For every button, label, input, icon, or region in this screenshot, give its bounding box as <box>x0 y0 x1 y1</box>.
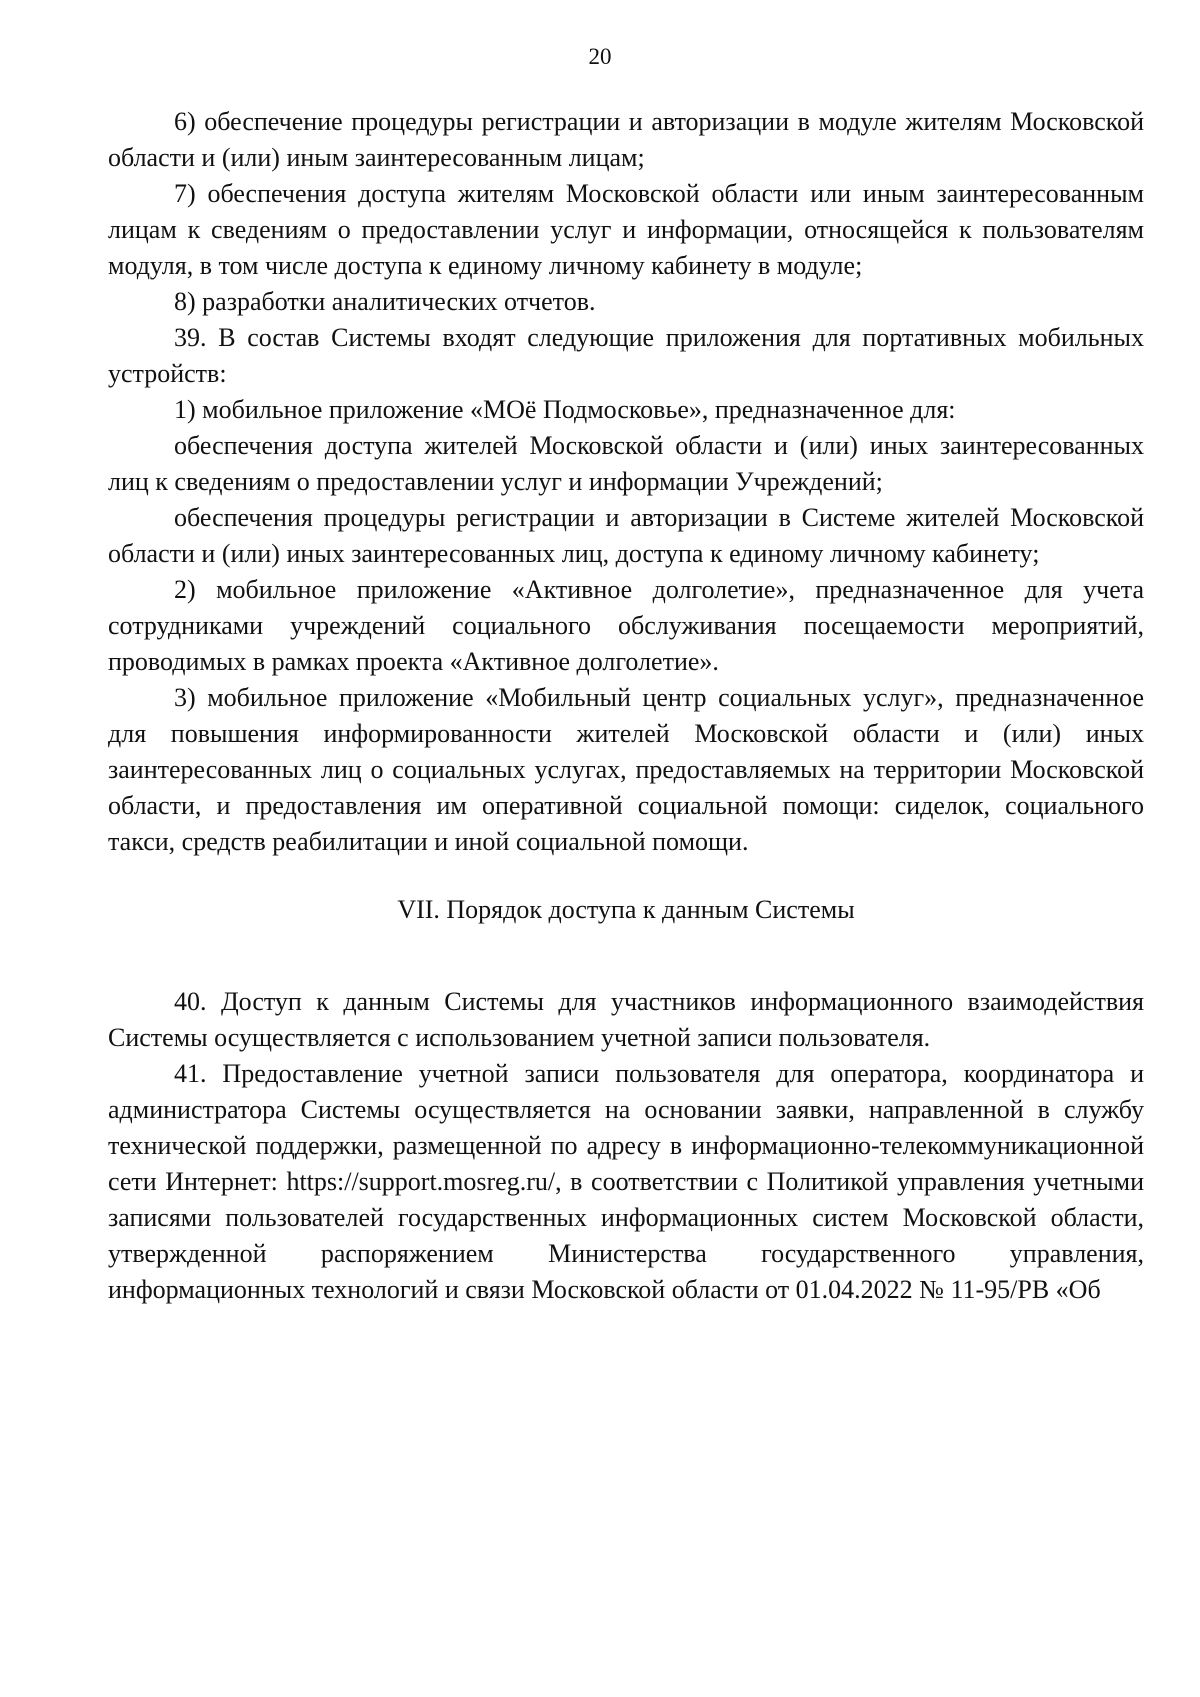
paragraph-8: 8) разработки аналитических отчетов. <box>174 287 596 316</box>
section-heading: VII. Порядок доступа к данным Системы <box>397 895 855 924</box>
paragraph-40: 40. Доступ к данным Системы для участников информационного взаимодействия Системы осуществляется с использованием учетной записи пользователя. <box>108 987 1144 1052</box>
paragraph-app-1-access: обеспечения доступа жителей Московской области и (или) иных заинтересованных лиц к сведениям о предоставлении услуг и информации Учреждений; <box>108 431 1144 496</box>
paragraph-app-3: 3) мобильное приложение «Мобильный центр социальных услуг», предназначенное для повышения информированности жителей Московской области и (или) иных заинтересованных лиц о социальных услугах, предоставляемых на территории Московской области, и предоставления им оперативной социальной помощи: сиделок, социального такси, средств реабилитации и иной социальной помощи. <box>108 683 1144 856</box>
document-body <box>108 104 1144 1308</box>
paragraph-41: 41. Предоставление учетной записи пользователя для оператора, координатора и администратора Системы осуществляется на основании заявки, направленной в службу технической поддержки, размещенной по адресу в информационно-телекоммуникационной сети Интернет: https://support.mosreg.ru/, в соответствии с Политикой управления учетными записями пользователей государственных информационных систем Московской области, утвержденной распоряжением Министерства государственного управления, информационных технологий и связи Московской области от 01.04.2022 № 11-95/РВ «Об <box>108 1059 1144 1304</box>
page-number: 20 <box>588 44 612 69</box>
paragraph-7: 7) обеспечения доступа жителям Московской области или иным заинтересованным лицам к сведениям о предоставлении услуг и информации, относящейся к пользователям модуля, в том числе доступа к единому личному кабинету в модуле; <box>108 179 1144 280</box>
paragraph-app-1-registration: обеспечения процедуры регистрации и авторизации в Системе жителей Московской области и (или) иных заинтересованных лиц, доступа к единому личному кабинету; <box>108 503 1144 568</box>
paragraph-39: 39. В состав Системы входят следующие приложения для портативных мобильных устройств: <box>108 323 1144 388</box>
paragraph-app-1: 1) мобильное приложение «МОё Подмосковье», предназначенное для: <box>174 395 956 424</box>
paragraph-app-2: 2) мобильное приложение «Активное долголетие», предназначенное для учета сотрудниками учреждений социального обслуживания посещаемости мероприятий, проводимых в рамках проекта «Активное долголетие». <box>108 575 1144 676</box>
paragraph-6: 6) обеспечение процедуры регистрации и авторизации в модуле жителям Московской области и (или) иным заинтересованным лицам; <box>108 107 1144 172</box>
